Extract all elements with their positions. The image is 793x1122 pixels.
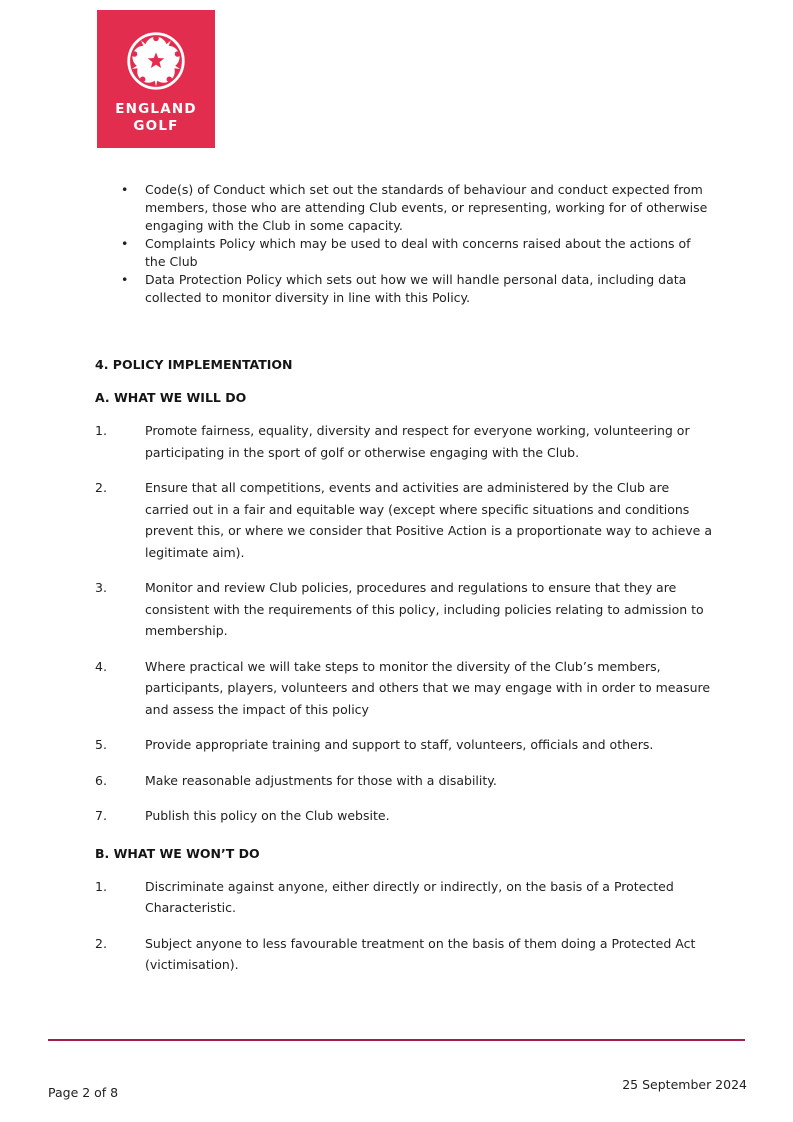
item-text: Publish this policy on the Club website. — [145, 808, 390, 823]
item-number: 1. — [95, 423, 107, 438]
item-text: Where practical we will take steps to monitor the diversity of the Club’s members, participants, players, volunteers and others that we may engage with in order to measure and assess the impact of this policy — [145, 658, 711, 717]
item-text: Discriminate against anyone, either directly or indirectly, on the basis of a Protected Characteristic. — [145, 878, 674, 915]
bullet-item-codes-of-conduct: • Code(s) of Conduct which set out the standards of behaviour and conduct expected from members, those who are attending Club events, or representing, working for of otherwise engaging with the Club in some capacity. — [95, 181, 713, 235]
numbered-item — [95, 933, 713, 976]
numbered-item — [95, 420, 713, 463]
numbered-item — [95, 734, 713, 756]
item-text: Make reasonable adjustments for those with a disability. — [145, 772, 497, 788]
numbered-list-what-we-will-do — [95, 420, 713, 827]
numbered-item — [95, 577, 713, 642]
rose-icon — [125, 30, 187, 92]
policy-bullet-list — [95, 181, 713, 307]
item-number: 4. — [95, 658, 107, 674]
subsection-heading-what-we-will-do: A. WHAT WE WILL DO — [95, 390, 247, 405]
document-body — [95, 181, 713, 976]
numbered-item — [95, 876, 713, 919]
england-golf-logo — [97, 10, 215, 148]
item-number: 2. — [95, 935, 107, 951]
item-text: Promote fairness, equality, diversity and respect for everyone working, volunteering or participating in the sport of golf or otherwise engaging with the Club. — [145, 423, 690, 460]
logo-wordmark-line1: ENGLAND — [115, 101, 197, 117]
item-text: Ensure that all competitions, events and activities are administered by the Club are carried out in a fair and equitable way (except where specific situations and conditions prevent this, or where we consider that Positive Action is a proportionate way to achieve a legitimate aim). — [145, 480, 712, 560]
item-number: 6. — [95, 772, 107, 788]
logo-wordmark — [115, 101, 197, 135]
numbered-item — [95, 477, 713, 563]
numbered-item — [95, 805, 713, 827]
item-text: Subject anyone to less favourable treatment on the basis of them doing a Protected Act (victimisation). — [145, 935, 696, 972]
item-number: 5. — [95, 737, 107, 752]
bullet-item-data-protection-policy: • Data Protection Policy which sets out how we will handle personal data, including data collected to monitor diversity in line with this Policy. — [95, 271, 713, 307]
subsection-heading-what-we-wont-do: B. WHAT WE WON’T DO — [95, 845, 260, 861]
item-text: Provide appropriate training and support to staff, volunteers, officials and others. — [145, 737, 654, 752]
section-heading-policy-implementation: 4. POLICY IMPLEMENTATION — [95, 357, 293, 372]
item-number: 7. — [95, 808, 107, 823]
numbered-item — [95, 656, 713, 721]
item-number: 3. — [95, 580, 107, 595]
footer-rule — [48, 1039, 745, 1041]
item-number: 1. — [95, 878, 107, 894]
logo-wordmark-line2: GOLF — [133, 118, 179, 134]
item-text: Monitor and review Club policies, procedures and regulations to ensure that they are consistent with the requirements of this policy, including policies relating to admission to membership. — [145, 580, 704, 638]
numbered-item — [95, 770, 713, 792]
page-number: Page 2 of 8 — [48, 1085, 119, 1100]
item-number: 2. — [95, 480, 107, 495]
bullet-item-complaints-policy: • Complaints Policy which may be used to deal with concerns raised about the actions of the Club — [95, 235, 713, 271]
document-date: 25 September 2024 — [622, 1077, 747, 1092]
numbered-list-what-we-wont-do — [95, 876, 713, 976]
